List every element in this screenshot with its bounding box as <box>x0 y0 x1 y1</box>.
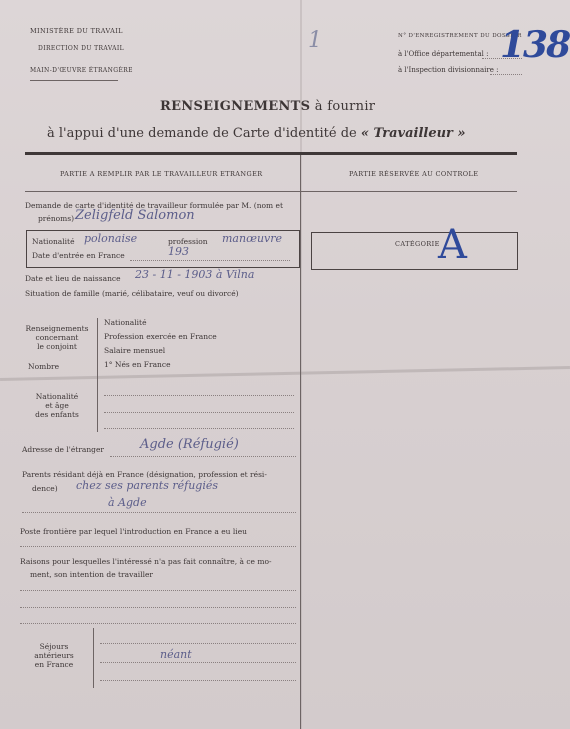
inspection-dots <box>490 74 522 75</box>
header-rule <box>30 80 118 81</box>
title-bold: RENSEIGNEMENTS <box>160 99 311 114</box>
right-header-rule <box>300 191 517 192</box>
left-column-header: PARTIE A REMPLIR PAR LE TRAVAILLEUR ETRANGER <box>60 170 263 178</box>
enfants-group-label <box>30 392 84 419</box>
conjoint-brace <box>97 318 98 362</box>
sejours-dots-2 <box>100 662 296 663</box>
nes-en-france-label: 1° Nés en France <box>104 360 171 369</box>
poste-dots <box>20 546 296 547</box>
naissance-label: Date et lieu de naissance <box>25 274 121 283</box>
enfants-brace <box>97 362 98 432</box>
raisons-label-1: Raisons pour lesquelles l'intéressé n'a pas fait connaître, à ce mo- <box>20 557 272 566</box>
enfants-dots-3 <box>104 428 294 429</box>
raisons-dots-3 <box>20 623 296 624</box>
title-line-2-text: à l'appui d'une demande de Carte d'identité de <box>47 126 361 141</box>
title-line-1 <box>160 99 375 114</box>
inspection-label: à l'Inspection divisionnaire : <box>398 66 499 74</box>
parents-value-2: à Agde <box>108 496 147 509</box>
sejours-brace <box>93 628 94 688</box>
raisons-label-2: ment, son intention de travailler <box>30 570 154 579</box>
adresse-value: Agde (Réfugié) <box>140 437 239 452</box>
demande-label: Demande de carte d'identité de travailleur formulée par M. (nom et <box>25 201 284 210</box>
enfants-line-1: Nationalité <box>35 392 79 401</box>
conjoint-line-3: le conjoint <box>37 342 77 351</box>
profession-value: manœuvre <box>222 232 283 245</box>
situation-label: Situation de famille (marié, célibataire, veuf ou divorcé) <box>25 289 239 298</box>
sejours-dots-1 <box>100 643 296 644</box>
conjoint-line-1: Renseignements <box>25 324 89 333</box>
name-value: Zeligfeld Salomon <box>75 208 195 223</box>
poste-label: Poste frontière par lequel l'introduction en France a eu lieu <box>20 527 247 536</box>
naissance-value: 23 - 11 - 1903 à Vilna <box>135 268 255 281</box>
sejours-dots-3 <box>100 680 296 681</box>
enfants-dots-2 <box>104 412 294 413</box>
profession-label: profession <box>168 237 208 246</box>
nombre-label: Nombre <box>28 362 60 371</box>
conjoint-line-2: concernant <box>35 333 79 342</box>
enfants-line-3: des enfants <box>35 410 79 419</box>
nationalite-value: polonaise <box>84 232 138 245</box>
title-line-2 <box>47 126 466 141</box>
right-column-header: PARTIE RÉSERVÉE AU CONTROLE <box>349 170 479 178</box>
nationalite-label: Nationalité <box>32 237 75 246</box>
top-thick-rule <box>25 152 517 155</box>
conjoint-nationalite: Nationalité <box>104 318 147 327</box>
date-entree-dots <box>130 260 290 261</box>
categorie-box <box>311 232 518 270</box>
direction-label: DIRECTION DU TRAVAIL <box>38 45 125 52</box>
enfants-line-2: et âge <box>45 401 69 410</box>
enfants-dots-1 <box>104 395 294 396</box>
parents-label-2: dence) <box>32 484 58 493</box>
title-emphasis: « Travailleur » <box>360 126 466 141</box>
prenoms-label: prénoms) <box>38 214 75 223</box>
service-label: MAIN-D'ŒUVRE ÉTRANGÈRE <box>30 67 133 74</box>
raisons-dots-2 <box>20 607 296 608</box>
sejours-value: néant <box>160 648 192 661</box>
categorie-label: CATÉGORIE <box>395 240 440 248</box>
date-entree-value: 193 <box>168 245 189 258</box>
categorie-value: A <box>438 222 467 268</box>
parents-value-1: chez ses parents réfugiés <box>76 479 218 492</box>
adresse-label: Adresse de l'étranger <box>22 445 105 454</box>
corner-mark: 1 <box>308 28 322 53</box>
sejours-line-3: en France <box>34 660 74 669</box>
raisons-dots-1 <box>20 590 296 591</box>
sejours-group-label <box>28 642 80 669</box>
registration-number-value: 138 <box>500 24 570 66</box>
parents-label-1: Parents résidant déjà en France (désignation, profession et rési- <box>22 470 267 479</box>
registration-number-label: N° D'ENREGISTREMENT DU DOSSIER <box>398 33 522 39</box>
sejours-line-1: Séjours <box>39 642 69 651</box>
conjoint-profession: Profession exercée en France <box>104 332 217 341</box>
column-divider <box>300 155 301 729</box>
ministry-label: MINISTÈRE DU TRAVAIL <box>30 27 123 35</box>
left-header-rule <box>25 191 301 192</box>
sejours-line-2: antérieurs <box>34 651 74 660</box>
title-rest: à fournir <box>310 99 376 114</box>
conjoint-group-label <box>22 324 92 351</box>
date-entree-label: Date d'entrée en France <box>32 251 125 260</box>
office-label: à l'Office départemental : <box>398 50 489 58</box>
adresse-dots <box>110 456 296 457</box>
parents-dots <box>22 512 296 513</box>
conjoint-salaire: Salaire mensuel <box>104 346 166 355</box>
